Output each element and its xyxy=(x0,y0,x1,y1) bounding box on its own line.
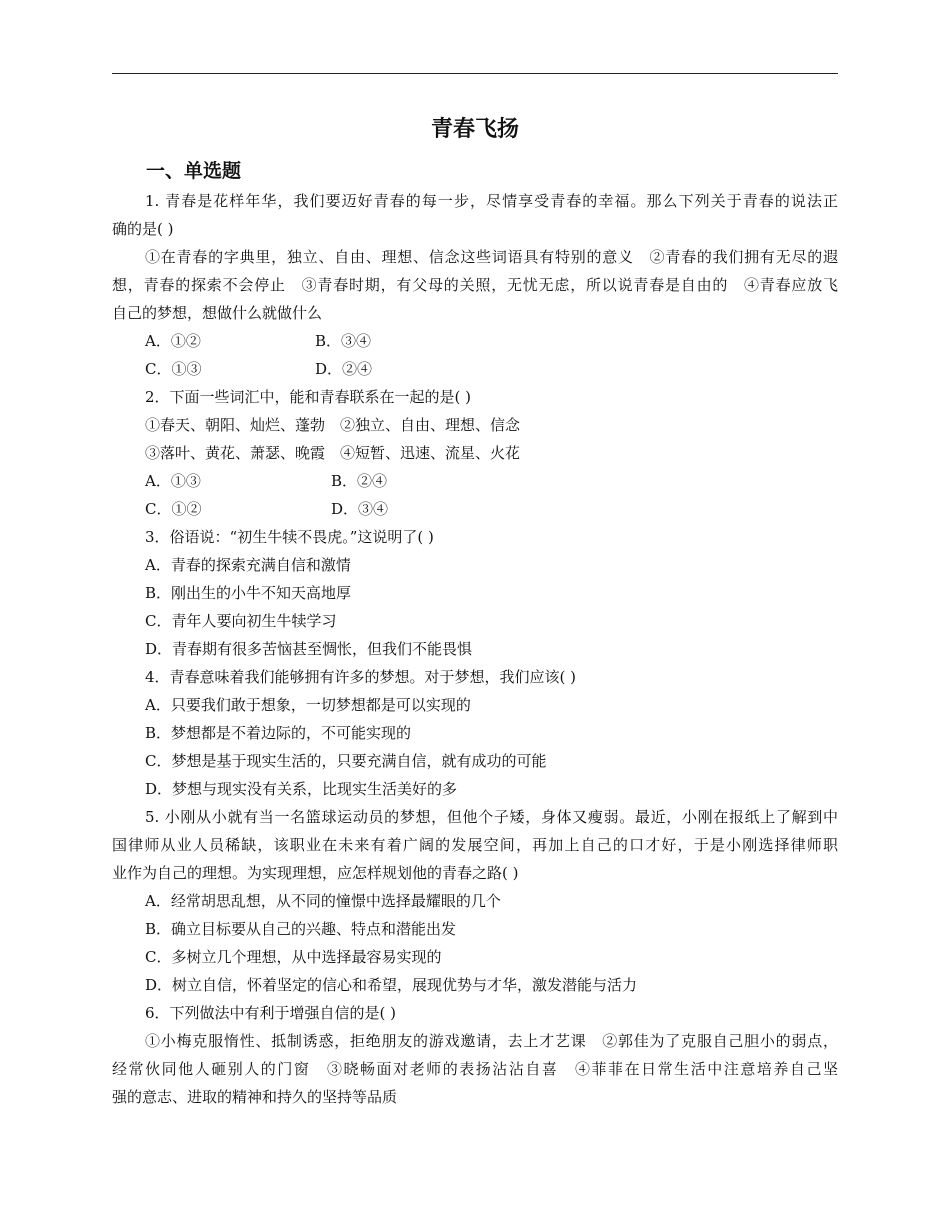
q5-option-b: B．确立目标要从自己的兴趣、特点和潜能出发 xyxy=(145,920,457,938)
q4-stem: 4．青春意味着我们能够拥有许多的梦想。对于梦想，我们应该( ) xyxy=(145,668,577,686)
q4-option-b: B．梦想都是不着边际的，不可能实现的 xyxy=(145,724,412,742)
q2-option-c: C．①② xyxy=(145,500,202,518)
q1-option-d: D．②④ xyxy=(315,360,373,378)
q5-stem-line-2: 国律师从业人员稀缺，该职业在未来有着广阔的发展空间，再加上自己的口才好，于是小刚选择律师职 xyxy=(112,836,838,854)
q4-option-c: C．梦想是基于现实生活的，只要充满自信，就有成功的可能 xyxy=(145,752,547,770)
q4-option-a: A．只要我们敢于想象，一切梦想都是可以实现的 xyxy=(145,696,471,714)
q2-statement-line-2: ③落叶、黄花、萧瑟、晚霞 ④短暂、迅速、流星、火花 xyxy=(145,444,521,462)
section-heading: 一、单选题 xyxy=(146,160,242,182)
q3-option-d: D．青春期有很多苦恼甚至惆怅，但我们不能畏惧 xyxy=(145,640,473,658)
q2-option-b: B．②④ xyxy=(331,472,388,490)
q3-option-a: A．青春的探索充满自信和激情 xyxy=(145,556,351,574)
q2-stem: 2．下面一些词汇中，能和青春联系在一起的是( ) xyxy=(145,388,472,406)
q2-statement-line-1: ①春天、朝阳、灿烂、蓬勃 ②独立、自由、理想、信念 xyxy=(145,416,521,434)
q2-option-d: D．③④ xyxy=(331,500,389,518)
q1-stem-line-1: 1. 青春是花样年华，我们要迈好青春的每一步，尽情享受青春的幸福。那么下列关于青春的说法正 xyxy=(145,192,838,210)
q5-stem-line-1: 5. 小刚从小就有当一名篮球运动员的梦想，但他个子矮，身体又瘦弱。最近，小刚在报纸上了解到中 xyxy=(145,808,838,826)
q5-option-a: A．经常胡思乱想，从不同的憧憬中选择最耀眼的几个 xyxy=(145,892,501,910)
q1-statement-line-1: ①在青春的字典里，独立、自由、理想、信念这些词语具有特别的意义 ②青春的我们拥有无尽的遐 xyxy=(145,248,838,266)
q6-stem: 6．下列做法中有利于增强自信的是( ) xyxy=(145,1004,397,1022)
q3-option-c: C．青年人要向初生牛犊学习 xyxy=(145,612,337,630)
q1-stem-line-2: 确的是( ) xyxy=(112,220,174,238)
q6-statement-line-3: 强的意志、进取的精神和持久的坚持等品质 xyxy=(112,1088,398,1106)
q5-option-c: C．多树立几个理想，从中选择最容易实现的 xyxy=(145,948,442,966)
q1-option-a: A．①② xyxy=(145,332,201,350)
q6-statement-line-2: 经常伙同他人砸别人的门窗 ③晓畅面对老师的表扬沾沾自喜 ④菲菲在日常生活中注意培养自己坚 xyxy=(112,1060,838,1078)
q1-option-b: B．③④ xyxy=(315,332,372,350)
q2-option-a: A．①③ xyxy=(145,472,201,490)
q5-option-d: D．树立自信，怀着坚定的信心和希望，展现优势与才华，激发潜能与活力 xyxy=(145,976,638,994)
q1-statement-line-3: 自己的梦想，想做什么就做什么 xyxy=(112,304,323,322)
q6-statement-line-1: ①小梅克服惰性、抵制诱惑，拒绝朋友的游戏邀请，去上才艺课 ②郭佳为了克服自己胆小的弱点， xyxy=(145,1032,838,1050)
q3-stem: 3．俗语说：“初生牛犊不畏虎。”这说明了( ) xyxy=(145,528,434,546)
q4-option-d: D．梦想与现实没有关系，比现实生活美好的多 xyxy=(145,780,458,798)
q1-statement-line-2: 想，青春的探索不会停止 ③青春时期，有父母的关照，无忧无虑，所以说青春是自由的 ④青春应放飞 xyxy=(112,276,838,294)
page-title: 青春飞扬 xyxy=(430,117,519,142)
q1-option-c: C．①③ xyxy=(145,360,202,378)
header-rule xyxy=(112,73,838,74)
q5-stem-line-3: 业作为自己的理想。为实现理想，应怎样规划他的青春之路( ) xyxy=(112,864,519,882)
q3-option-b: B．刚出生的小牛不知天高地厚 xyxy=(145,584,352,602)
